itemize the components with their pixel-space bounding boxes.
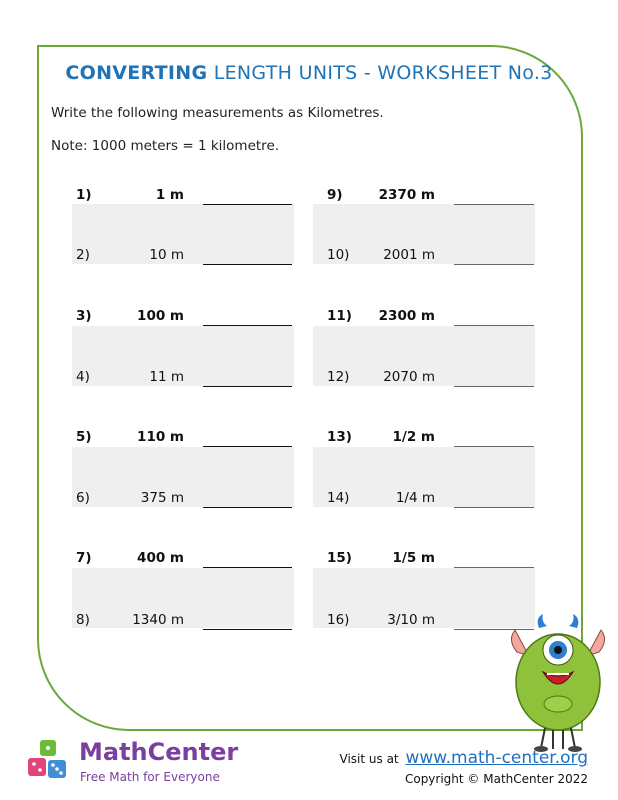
title-rest: LENGTH UNITS - WORKSHEET No.3	[207, 62, 553, 84]
problem-value: 1/5 m	[392, 550, 435, 566]
answer-line[interactable]	[203, 446, 292, 447]
problem-number: 14)	[327, 490, 350, 506]
brand-name: MathCenter	[79, 738, 239, 766]
problem-value: 10 m	[149, 247, 184, 263]
worksheet-title	[0, 62, 618, 84]
answer-line[interactable]	[203, 386, 292, 387]
problem-number: 7)	[76, 550, 92, 566]
copyright-text: Copyright © MathCenter 2022	[404, 772, 588, 786]
answer-line[interactable]	[203, 629, 292, 630]
monster-mascot-icon	[505, 612, 611, 752]
problem-value: 1 m	[155, 187, 184, 203]
problem-value: 1/4 m	[395, 490, 435, 506]
problem-value: 11 m	[149, 369, 184, 385]
problem-value: 3/10 m	[387, 612, 435, 628]
problem-number: 12)	[327, 369, 350, 385]
problem-number: 1)	[76, 187, 92, 203]
math-dice-logo-icon	[24, 738, 72, 786]
website-link[interactable]: www.math-center.org	[405, 748, 588, 768]
problem-value: 400 m	[137, 550, 184, 566]
answer-line[interactable]	[454, 507, 534, 508]
problem-value: 2370 m	[378, 187, 435, 203]
note-text: Note: 1000 meters = 1 kilometre.	[51, 138, 280, 154]
problem-number: 9)	[327, 187, 343, 203]
problem-number: 3)	[76, 308, 92, 324]
problem-value: 2300 m	[378, 308, 435, 324]
problem-value: 1/2 m	[392, 429, 435, 445]
visit-label: Visit us at	[339, 752, 399, 766]
answer-line[interactable]	[454, 204, 534, 205]
answer-line[interactable]	[454, 325, 534, 326]
problem-value: 1340 m	[132, 612, 184, 628]
problem-number: 16)	[327, 612, 350, 628]
answer-line[interactable]	[203, 264, 292, 265]
problem-number: 10)	[327, 247, 350, 263]
answer-line[interactable]	[203, 204, 292, 205]
answer-line[interactable]	[203, 567, 292, 568]
answer-line[interactable]	[454, 386, 534, 387]
problem-number: 13)	[327, 429, 352, 445]
problem-number: 6)	[76, 490, 90, 506]
problem-number: 4)	[76, 369, 90, 385]
answer-line[interactable]	[203, 507, 292, 508]
answer-line[interactable]	[454, 446, 534, 447]
problem-number: 2)	[76, 247, 90, 263]
visit-line	[340, 748, 588, 768]
answer-line[interactable]	[454, 567, 534, 568]
answer-line[interactable]	[203, 325, 292, 326]
problem-value: 2001 m	[383, 247, 435, 263]
problem-value: 375 m	[140, 490, 184, 506]
title-bold: CONVERTING	[65, 62, 208, 84]
problem-number: 11)	[327, 308, 352, 324]
problem-number: 15)	[327, 550, 352, 566]
problem-number: 8)	[76, 612, 90, 628]
problem-number: 5)	[76, 429, 92, 445]
brand-tagline: Free Math for Everyone	[80, 770, 220, 784]
problem-value: 100 m	[137, 308, 184, 324]
problem-value: 110 m	[137, 429, 184, 445]
problem-value: 2070 m	[383, 369, 435, 385]
instruction-text: Write the following measurements as Kilometres.	[51, 105, 384, 121]
answer-line[interactable]	[454, 264, 534, 265]
